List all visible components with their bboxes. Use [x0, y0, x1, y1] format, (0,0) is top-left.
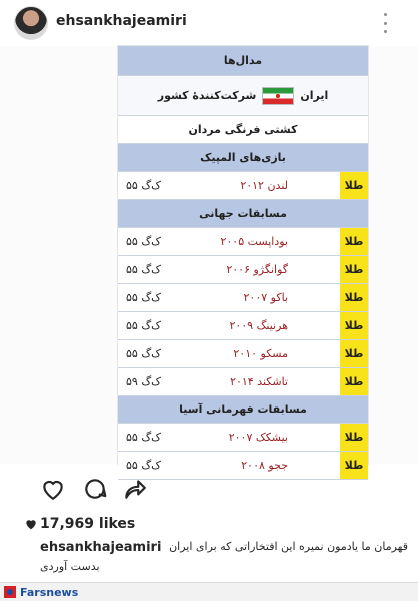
farsnews-logo — [4, 585, 78, 599]
country-label: شرکت‌کنندهٔ کشور — [157, 89, 257, 102]
country-name: ایران — [300, 89, 329, 102]
farsnews-brand: Farsnews — [20, 585, 79, 599]
likes-count[interactable]: 17,969 likes — [40, 516, 136, 532]
medal-row — [118, 172, 368, 200]
country-row — [118, 76, 368, 116]
medal-row — [118, 228, 368, 256]
medals-title: مدال‌ها — [118, 46, 368, 76]
weight-class: ۵۹ ک‌گ — [126, 375, 162, 388]
weight-class: ۵۵ ک‌گ — [126, 179, 162, 192]
share-icon[interactable] — [122, 476, 148, 502]
weight-class: ۵۵ ک‌گ — [126, 235, 162, 248]
medal-badge: طلا — [340, 424, 368, 451]
sport-row: کشتی فرنگی مردان — [118, 116, 368, 144]
event-name: بوداپست ۲۰۰۵ — [220, 235, 288, 248]
medal-badge: طلا — [340, 284, 368, 311]
post-header — [0, 0, 418, 47]
more-options-icon[interactable] — [382, 13, 388, 33]
event-name: لندن ۲۰۱۲ — [240, 179, 288, 192]
medal-row — [118, 284, 368, 312]
weight-class: ۵۵ ک‌گ — [126, 431, 162, 444]
watermark-bar — [0, 582, 418, 601]
weight-class: ۵۵ ک‌گ — [126, 319, 162, 332]
medal-badge: طلا — [340, 228, 368, 255]
event-name: ۲۰۰۸ ججو — [241, 459, 288, 472]
medal-row — [118, 424, 368, 452]
event-name: مسکو ۲۰۱۰ — [233, 347, 288, 360]
action-bar — [0, 468, 418, 506]
username[interactable]: ehsankhajeamiri — [56, 13, 187, 29]
event-name: باکو ۲۰۰۷ — [243, 291, 288, 304]
avatar[interactable] — [14, 6, 48, 40]
medal-badge: طلا — [340, 172, 368, 199]
section-title: مسابقات جهانی — [199, 207, 287, 220]
weight-class: ۵۵ ک‌گ — [126, 291, 162, 304]
medal-row — [118, 340, 368, 368]
caption-username[interactable]: ehsankhajeamiri — [40, 540, 162, 555]
like-heart-icon[interactable] — [40, 476, 66, 502]
section-header — [118, 144, 368, 172]
medal-badge: طلا — [340, 368, 368, 395]
medal-row — [118, 312, 368, 340]
section-header — [118, 396, 368, 424]
event-name: گوانگژو ۲۰۰۶ — [226, 263, 288, 276]
caption-line-2: بدست آوردی — [40, 560, 100, 573]
caption-line-1: قهرمان ما یادمون نمیره این افتخاراتی که برای ایران — [169, 540, 408, 553]
medal-badge: طلا — [340, 452, 368, 479]
medal-row — [118, 368, 368, 396]
event-name: تاشکند ۲۰۱۴ — [230, 375, 288, 388]
section-title: مسابقات قهرمانی آسیا — [179, 403, 307, 416]
event-name: ۲۰۰۷ بیشکک — [228, 431, 288, 444]
weight-class: ۵۵ ک‌گ — [126, 347, 162, 360]
post-image — [0, 46, 418, 472]
likes-heart-icon — [24, 517, 38, 531]
medal-badge: طلا — [340, 312, 368, 339]
medal-row — [118, 256, 368, 284]
iran-flag-icon — [262, 87, 294, 105]
medal-badge: طلا — [340, 340, 368, 367]
section-header — [118, 200, 368, 228]
medal-badge: طلا — [340, 256, 368, 283]
comment-icon[interactable] — [82, 476, 108, 502]
event-name: هرنینگ ۲۰۰۹ — [229, 319, 288, 332]
farsnews-logo-icon — [4, 586, 16, 598]
weight-class: ۵۵ ک‌گ — [126, 459, 162, 472]
weight-class: ۵۵ ک‌گ — [126, 263, 162, 276]
section-title: بازی‌های المپیک — [200, 151, 286, 164]
medals-table — [118, 46, 368, 472]
